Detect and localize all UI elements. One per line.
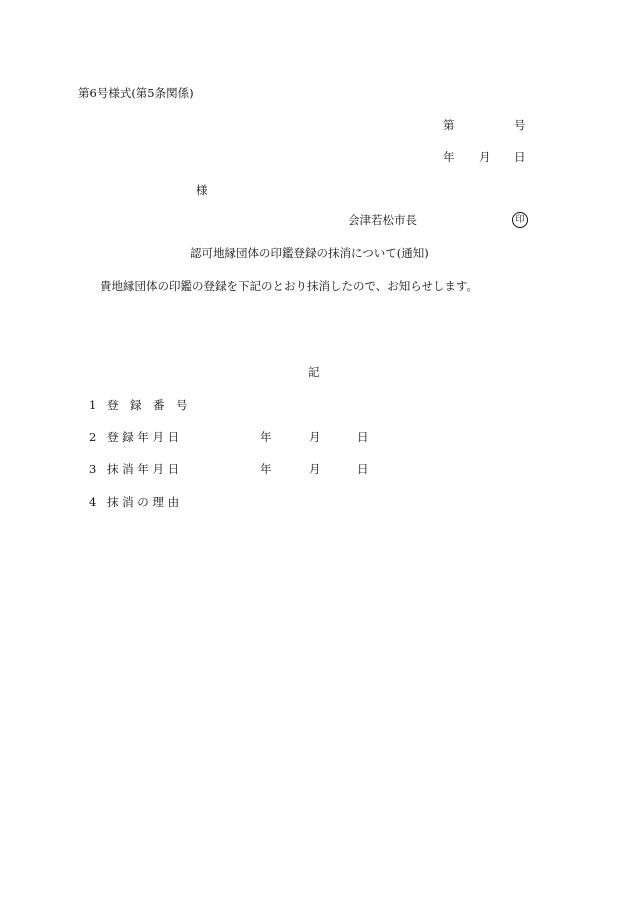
doc-number-prefix: 第 (443, 118, 455, 132)
registration-date-year: 年 (260, 430, 272, 444)
item-number: 3 (89, 462, 97, 476)
item-label-registration-number: 登 録 番 号 (107, 398, 188, 412)
item-label-cancellation-reason: 抹 消 の 理 由 (107, 495, 180, 509)
document-title: 認可地縁団体の印鑑登録の抹消について(通知) (190, 246, 429, 260)
item-label-cancellation-date: 抹 消 年 月 日 (107, 462, 180, 476)
item-number: 4 (89, 495, 97, 509)
date-year: 年 (443, 150, 455, 164)
addressee-suffix: 様 (196, 183, 208, 197)
cancellation-date-year: 年 (260, 462, 272, 476)
ki-heading: 記 (308, 365, 320, 379)
sender-name: 会津若松市長 (348, 213, 417, 227)
cancellation-date-day: 日 (357, 462, 369, 476)
item-number: 2 (89, 430, 97, 444)
seal-mark: 印 (512, 212, 528, 228)
doc-number-suffix: 号 (514, 118, 526, 132)
date-month: 月 (479, 150, 491, 164)
date-day: 日 (514, 150, 526, 164)
body-text: 貴地縁団体の印鑑の登録を下記のとおり抹消したので、お知らせします。 (100, 279, 479, 293)
cancellation-date-month: 月 (309, 462, 321, 476)
registration-date-day: 日 (357, 430, 369, 444)
form-label: 第6号様式(第5条関係) (78, 86, 194, 100)
item-number: 1 (89, 398, 97, 412)
registration-date-month: 月 (309, 430, 321, 444)
item-label-registration-date: 登 録 年 月 日 (107, 430, 180, 444)
